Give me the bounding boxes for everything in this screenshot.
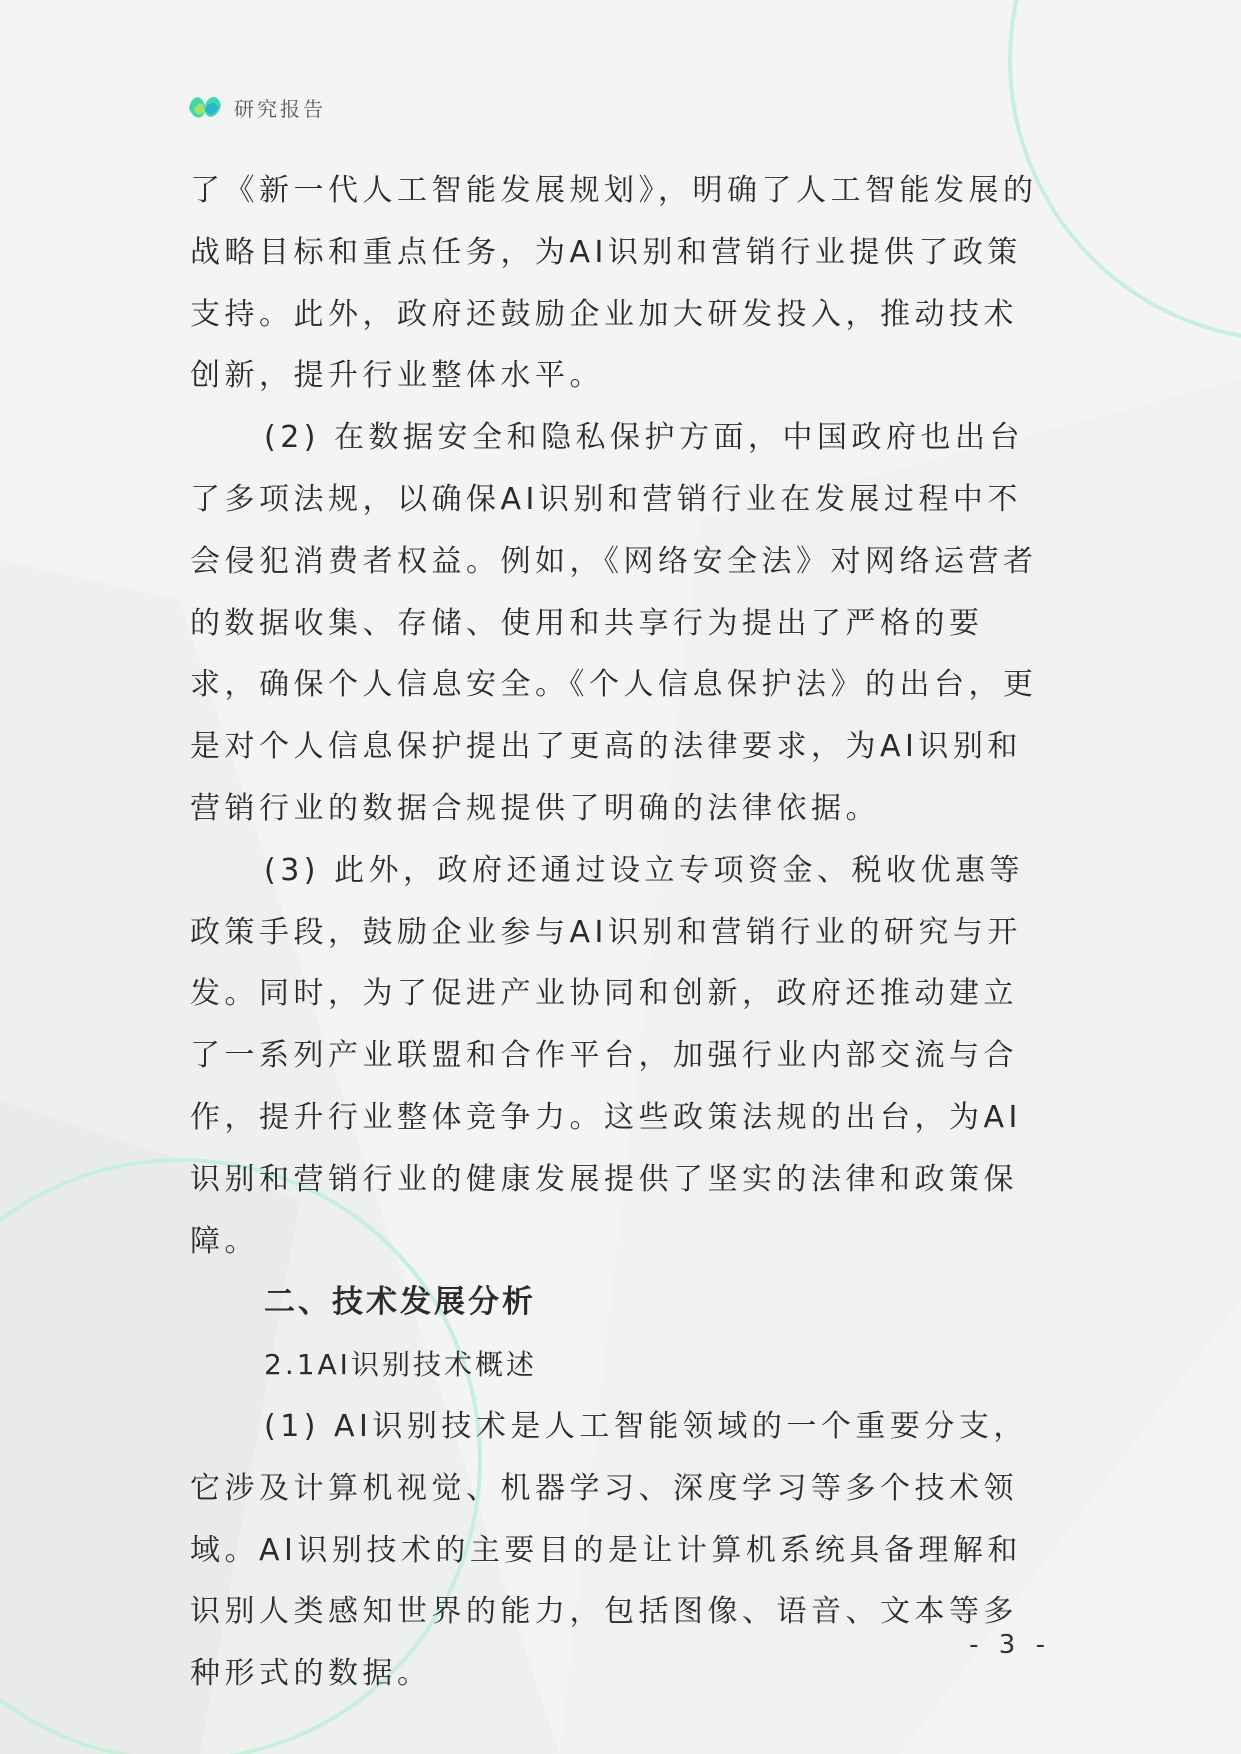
header-title: 研究报告: [234, 96, 326, 121]
page-header: [186, 90, 326, 124]
paragraph: (3) 此外，政府还通过设立专项资金、税收优惠等政策手段，鼓励企业参与AI识别和营销行业的研究与开发。同时，为了促进产业协同和创新，政府还推动建立了一系列产业联盟和合作平台，加强行业内部交流与合作，提升行业整体竞争力。这些政策法规的出台，为AI识别和营销行业的健康发展提供了坚实的法律和政策保障。: [190, 852, 1025, 1259]
paragraph: 了《新一代人工智能发展规划》，明确了人工智能发展的战略目标和重点任务，为AI识别和营销行业提供了政策支持。此外，政府还鼓励企业加大研发投入，推动技术创新，提升行业整体水平。: [190, 173, 1038, 394]
subsection-heading: 2.1AI识别技术概述: [264, 1348, 537, 1382]
page-number: - 3 -: [969, 1630, 1051, 1660]
document-body: [190, 160, 1050, 1705]
paragraph: (2) 在数据安全和隐私保护方面，中国政府也出台了多项法规，以确保AI识别和营销行业在发展过程中不会侵犯消费者权益。例如，《网络安全法》对网络运营者的数据收集、存储、使用和共享行为提出了严格的要求，确保个人信息安全。《个人信息保护法》的出台，更是对个人信息保护提出了更高的法律要求，为AI识别和营销行业的数据合规提供了明确的法律依据。: [190, 420, 1038, 826]
paragraph: (1) AI识别技术是人工智能领域的一个重要分支，它涉及计算机视觉、机器学习、深度学习等多个技术领域。AI识别技术的主要目的是让计算机系统具备理解和识别人类感知世界的能力，包括图像、语音、文本等多种形式的数据。: [190, 1408, 1028, 1692]
leaf-logo-icon: [186, 90, 224, 124]
section-heading: 二、技术发展分析: [264, 1284, 536, 1321]
